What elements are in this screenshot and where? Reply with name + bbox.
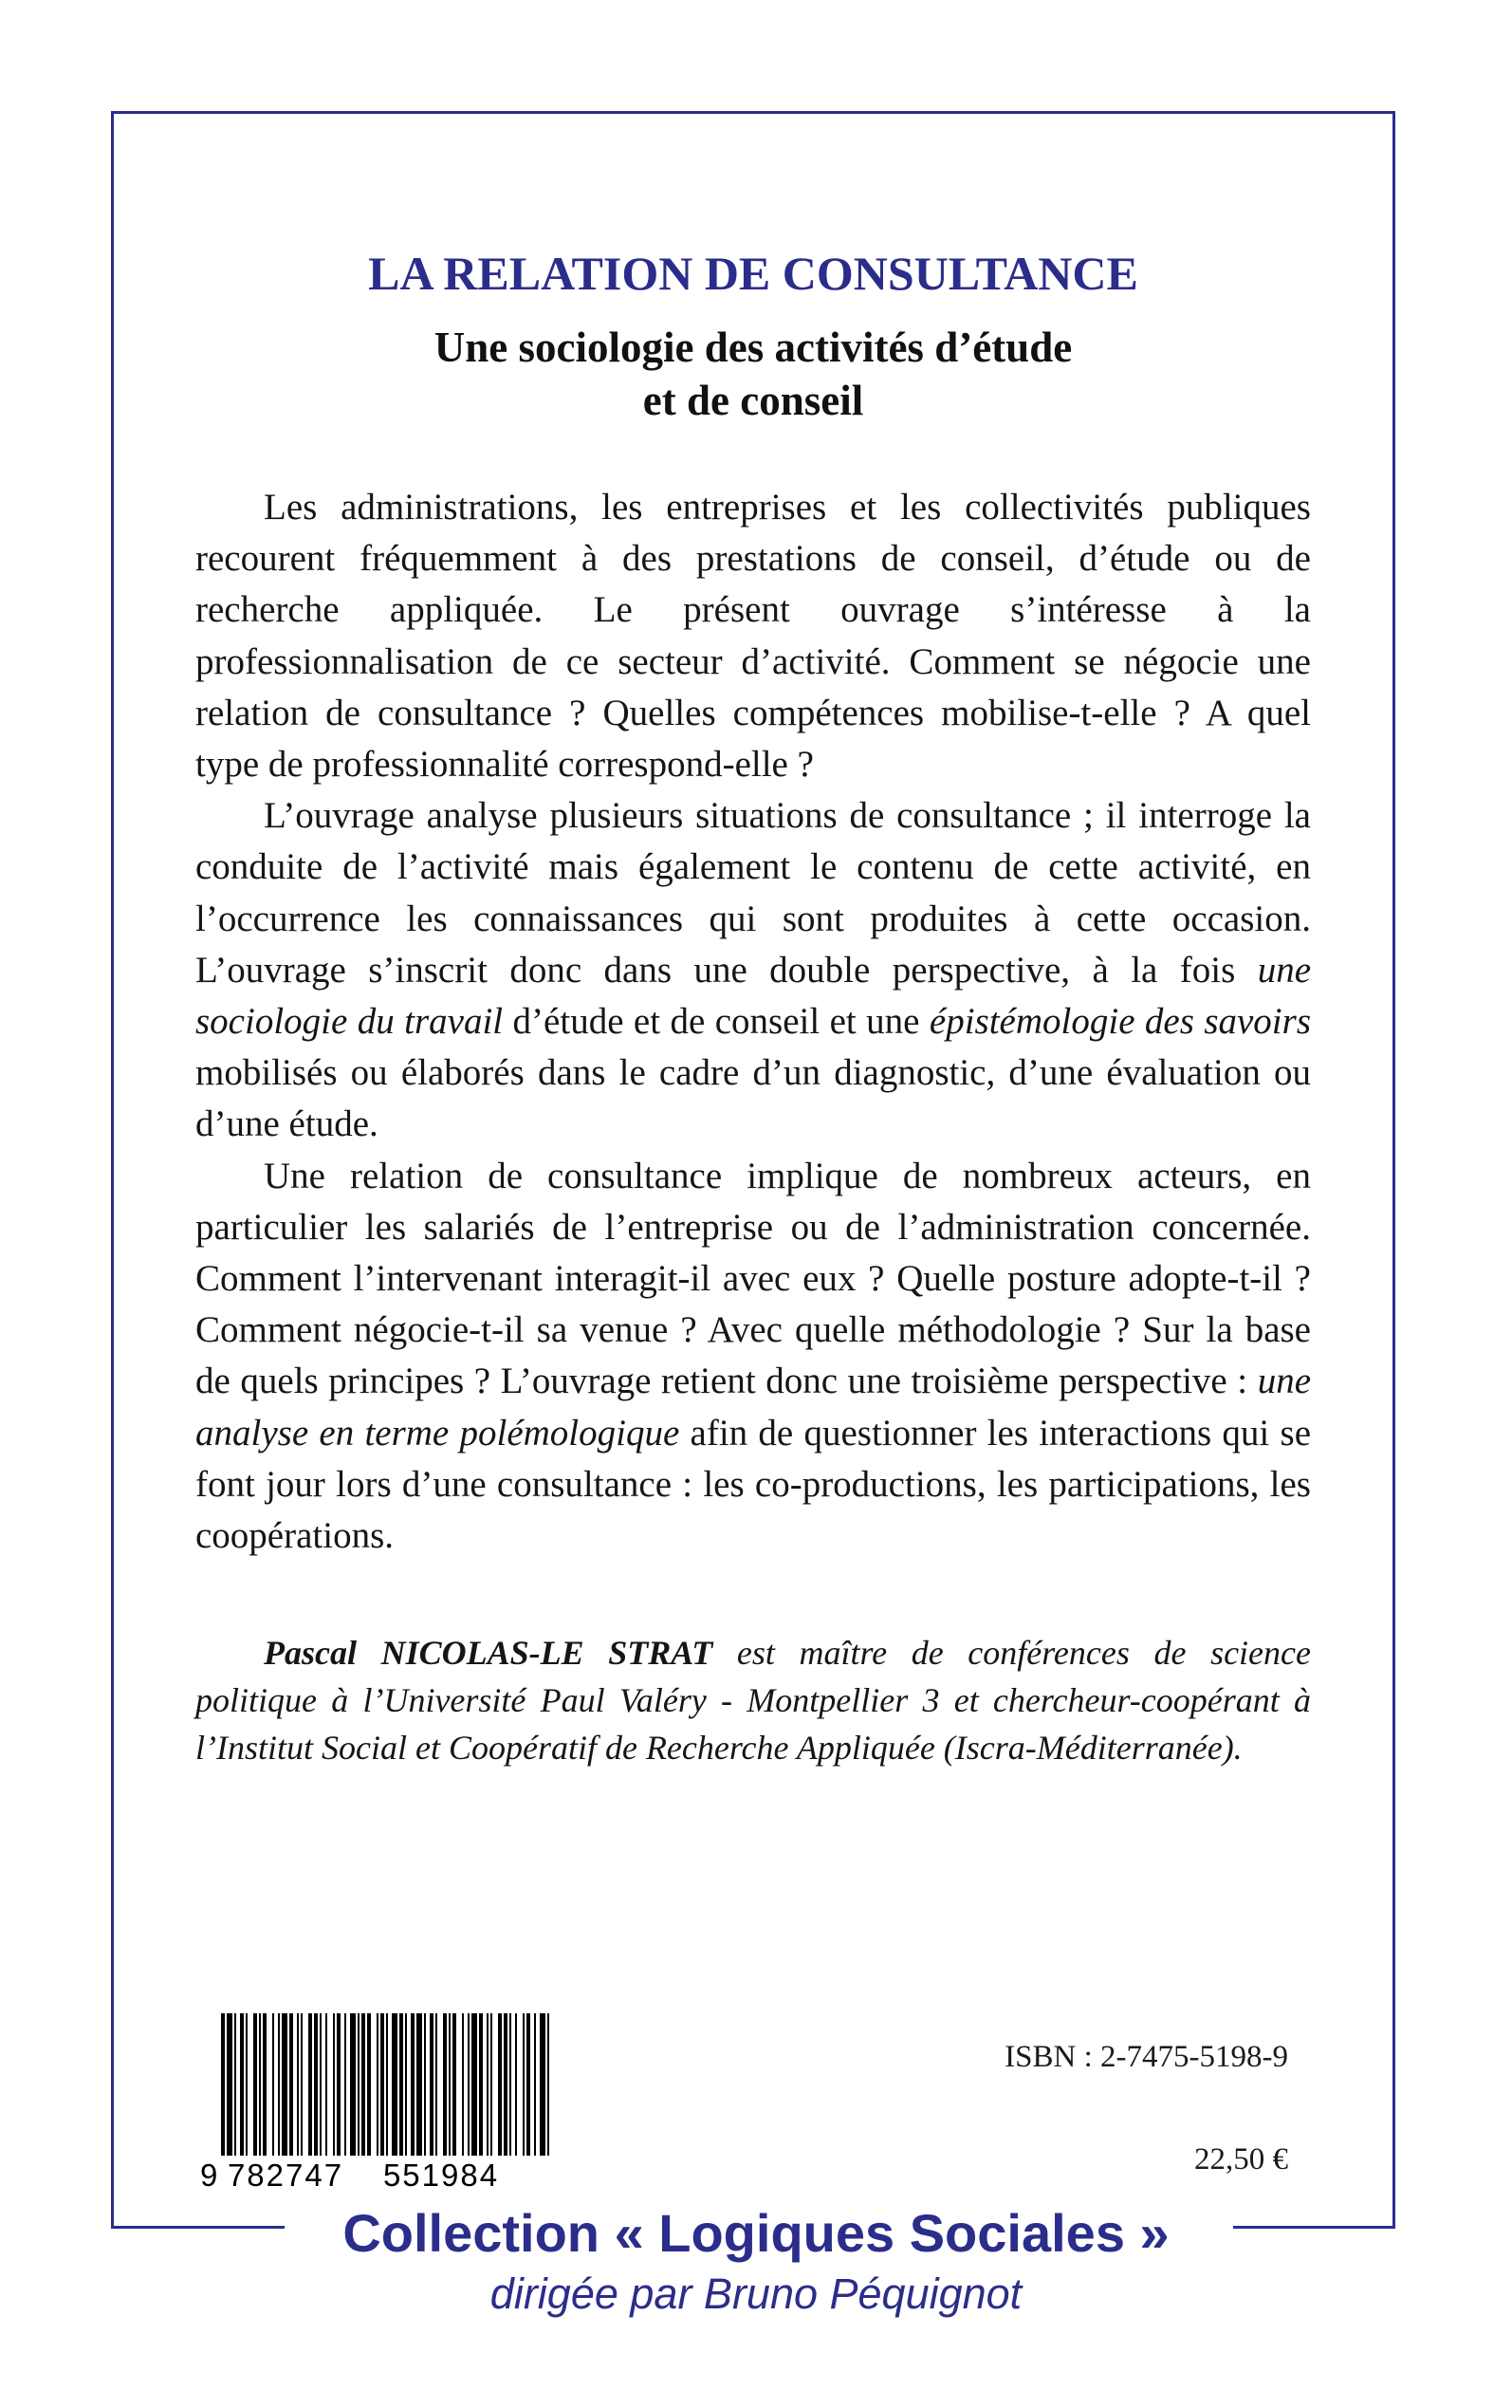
- book-subtitle: [111, 321, 1395, 427]
- barcode-bar: [263, 2013, 267, 2156]
- barcode-bar: [405, 2013, 407, 2156]
- paragraph-3: [195, 1151, 1311, 1563]
- barcode-bar: [282, 2013, 287, 2156]
- barcode-bar: [449, 2013, 451, 2156]
- barcode-bar: [221, 2013, 225, 2156]
- barcode-bar: [325, 2013, 327, 2156]
- barcode-bar: [253, 2013, 257, 2156]
- barcode-bar: [490, 2013, 492, 2156]
- barcode-bar: [227, 2013, 232, 2156]
- author-description: est maître de conférences de science politique à l’Université Paul Valéry - Montpellier 3 et chercheur-coopérant à l’Institut Social et Coopératif de Recherche Appliquée (Iscra-Méditerranée).: [195, 1634, 1311, 1767]
- back-cover-text: [195, 482, 1311, 1562]
- barcode-bar: [246, 2013, 248, 2156]
- author-bio: [195, 1629, 1311, 1771]
- paragraph-3-part-b: afin de questionner les interactions qui se font jour lors d’une consultance : les co-productions, les participations, les coopérations.: [195, 1412, 1312, 1557]
- barcode-bar: [272, 2013, 274, 2156]
- barcode-bar: [240, 2013, 244, 2156]
- barcode-bar: [547, 2013, 549, 2156]
- barcode-bar: [468, 2013, 470, 2156]
- barcode-bar: [452, 2013, 456, 2156]
- paragraph-2: [195, 790, 1311, 1150]
- barcode-bar: [234, 2013, 236, 2156]
- subtitle-line-1: Une sociologie des activités d’étude: [433, 324, 1073, 371]
- barcode-bar: [498, 2013, 502, 2156]
- barcode-bar: [344, 2013, 346, 2156]
- paragraph-3-emphasis: une analyse en terme polémologique: [195, 1361, 1311, 1454]
- barcode-bar: [301, 2013, 303, 2156]
- barcode-bar: [392, 2013, 397, 2156]
- author-name: Pascal NICOLAS-LE STRAT: [264, 1634, 713, 1672]
- barcode-bar: [411, 2013, 415, 2156]
- barcode-bar: [487, 2013, 489, 2156]
- barcode-bar: [380, 2013, 384, 2156]
- barcode-bar: [350, 2013, 356, 2156]
- barcode-bar: [278, 2013, 280, 2156]
- barcode-bar: [259, 2013, 261, 2156]
- barcode-bar: [377, 2013, 378, 2156]
- barcode-bar: [435, 2013, 437, 2156]
- barcode-bar: [430, 2013, 433, 2156]
- paragraph-2-emphasis-1: une sociologie du travail: [195, 949, 1311, 1043]
- collection-name: Collection « Logiques Sociales »: [342, 2203, 1170, 2263]
- barcode-bar: [289, 2013, 293, 2156]
- barcode-bars: [221, 2013, 549, 2156]
- barcode-bar: [297, 2013, 299, 2156]
- barcode-bar: [462, 2013, 464, 2156]
- barcode-bar: [479, 2013, 483, 2156]
- subtitle-line-2: et de conseil: [642, 377, 864, 424]
- barcode-bar: [320, 2013, 322, 2156]
- paragraph-2-part-b: d’étude et de conseil et une: [503, 1001, 930, 1043]
- barcode-bar: [308, 2013, 312, 2156]
- barcode-bar: [515, 2013, 517, 2156]
- barcode-bar: [534, 2013, 536, 2156]
- barcode-bar: [337, 2013, 341, 2156]
- barcode-bar: [504, 2013, 507, 2156]
- paragraph-1: Les administrations, les entreprises et les collectivités publiques recourent fréquemment à des prestations de conseil, d’étude ou de recherche appliquée. Le présent ouvrage s’intéresse à la professionnalisation de ce secteur d’activité. Comment se négocie une relation de consultance ? Quelles compétences mobilise-t-elle ? A quel type de professionnalité correspond-elle ?: [195, 487, 1311, 786]
- isbn: ISBN : 2-7475-5198-9: [1005, 2040, 1288, 2074]
- barcode-bar: [526, 2013, 530, 2156]
- paragraph-3-part-a: Une relation de consultance implique de nombreux acteurs, en particulier les salariés de l’entreprise ou de l’administration concernée. Comment l’intervenant interagit-il avec eux ? Quelle posture adopte-t-il ? Comment négocie-t-il sa venue ? Avec quelle méthodologie ? Sur la base de quels principes ? L’ouvrage retient donc une troisième perspective :: [195, 1155, 1311, 1402]
- barcode-bar: [367, 2013, 371, 2156]
- barcode-digits-left: 782747: [227, 2158, 344, 2193]
- barcode-bar: [333, 2013, 335, 2156]
- barcode-bar: [509, 2013, 511, 2156]
- barcode-bar: [358, 2013, 360, 2156]
- barcode-bar: [399, 2013, 403, 2156]
- paragraph-2-emphasis-2: épistémologie des savoirs: [929, 1001, 1312, 1043]
- paragraph-2-part-c: mobilisés ou élaborés dans le cadre d’un diagnostic, d’une évaluation ou d’une étude.: [195, 1052, 1311, 1145]
- price: 22,50 €: [1194, 2142, 1288, 2176]
- barcode-bar: [386, 2013, 388, 2156]
- barcode-bar: [443, 2013, 447, 2156]
- barcode-bar: [523, 2013, 525, 2156]
- barcode-bar: [424, 2013, 426, 2156]
- book-title: LA RELATION DE CONSULTANCE: [368, 247, 1138, 300]
- barcode-bar: [471, 2013, 477, 2156]
- barcode-bar: [540, 2013, 545, 2156]
- paragraph-2-part-a: L’ouvrage analyse plusieurs situations de consultance ; il interroge la conduite de l’activité mais également le contenu de cette activité, en l’occurrence les connaissances qui sont produites à cette occasion. L’ouvrage s’inscrit donc dans une double perspective, à la fois: [195, 795, 1311, 991]
- barcode: [194, 2013, 562, 2194]
- collection-director: dirigée par Bruno Péquignot: [489, 2269, 1023, 2318]
- barcode-bar: [314, 2013, 318, 2156]
- barcode-digits-right: 551984: [382, 2158, 500, 2193]
- barcode-first-digit: 9: [200, 2158, 218, 2193]
- barcode-bar: [416, 2013, 422, 2156]
- barcode-bar: [361, 2013, 365, 2156]
